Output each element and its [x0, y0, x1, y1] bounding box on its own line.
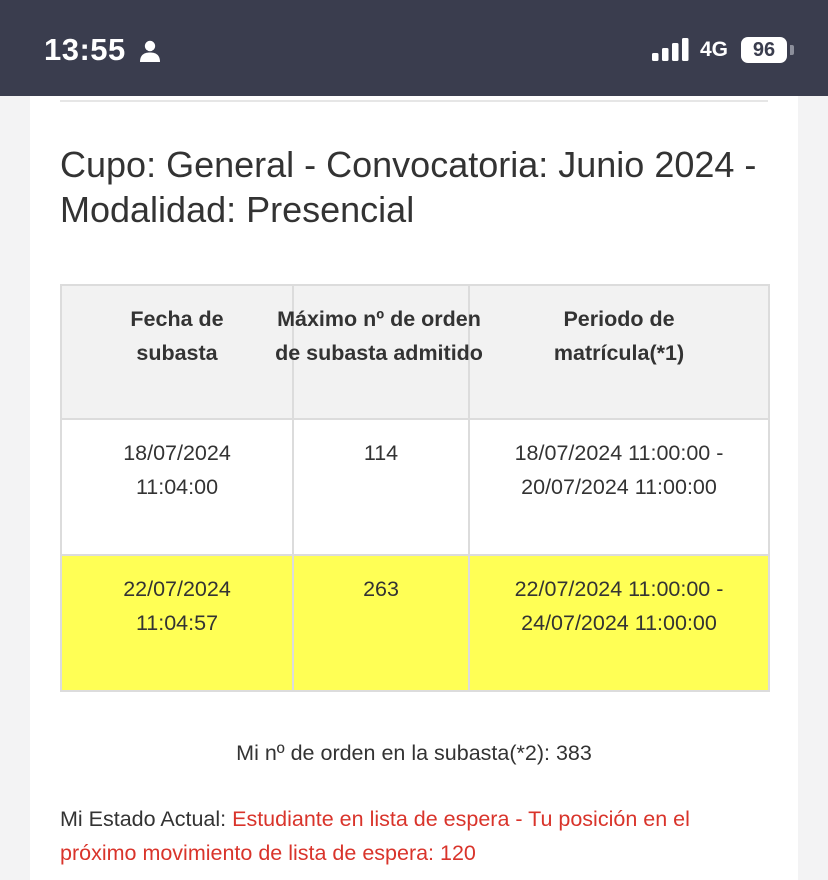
table-row-highlighted	[61, 555, 769, 691]
status-bar	[0, 0, 828, 96]
cell-fecha: 18/07/2024 11:04:00	[61, 419, 293, 555]
content-card	[30, 96, 798, 880]
estado-label: Mi Estado Actual:	[60, 807, 227, 831]
cell-fecha: 22/07/2024 11:04:57	[61, 555, 293, 691]
table-row	[61, 419, 769, 555]
estado-value: Estudiante en lista de espera - Tu posición en el próximo movimiento de lista de espera: 120	[60, 807, 690, 865]
battery-icon: 96	[741, 37, 787, 63]
orden-label: Mi nº de orden en la subasta(*2):	[236, 741, 550, 765]
current-status	[60, 802, 760, 870]
network-type: 4G	[700, 38, 729, 61]
cell-maximo: 114	[293, 419, 469, 555]
cell-maximo: 263	[293, 555, 469, 691]
header-maximo: Máximo nº de orden de subasta admitido	[293, 285, 469, 419]
status-time: 13:55	[44, 32, 126, 67]
cell-periodo: 22/07/2024 11:00:00 - 24/07/2024 11:00:00	[469, 555, 769, 691]
person-icon	[138, 39, 162, 63]
orden-value: 383	[555, 741, 592, 765]
cell-periodo: 18/07/2024 11:00:00 - 20/07/2024 11:00:00	[469, 419, 769, 555]
table-header-row	[61, 285, 769, 419]
divider	[60, 100, 768, 102]
signal-bars-icon	[652, 38, 690, 62]
auction-order-number	[30, 736, 798, 770]
battery-tip	[790, 45, 794, 55]
page-title: Cupo: General - Convocatoria: Junio 2024 - Modalidad: Presencial	[60, 144, 757, 230]
header-fecha: Fecha de subasta	[61, 285, 293, 419]
header-periodo: Periodo de matrícula(*1)	[469, 285, 769, 419]
auction-table	[60, 284, 770, 692]
